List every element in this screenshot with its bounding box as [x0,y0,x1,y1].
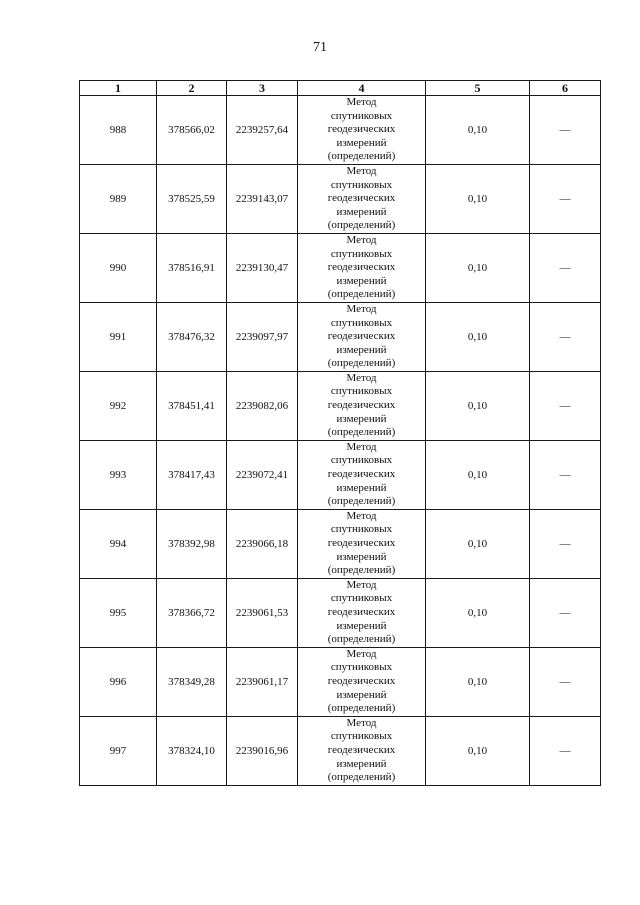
point-number-cell: 989 [80,164,157,233]
point-number-cell: 993 [80,440,157,509]
note-cell: — [530,509,601,578]
point-number-cell: 988 [80,96,157,165]
method-line: геодезических [327,537,396,549]
method-line: (определений) [327,150,396,163]
y-coordinate-cell: 2239061,17 [227,647,298,716]
table-row [80,647,601,716]
y-coordinate-cell: 2239130,47 [227,233,298,302]
column-header-3: 3 [227,81,298,96]
method-line: Метод [346,578,377,591]
method-line: измерений [336,274,387,287]
method-line: измерений [336,205,387,218]
method-cell [298,440,426,509]
y-coordinate-cell: 2239061,53 [227,578,298,647]
accuracy-cell: 0,10 [426,578,530,647]
note-cell: — [530,371,601,440]
point-number-cell: 997 [80,716,157,785]
accuracy-cell: 0,10 [426,233,530,302]
point-number-cell: 995 [80,578,157,647]
x-coordinate-cell: 378324,10 [157,716,227,785]
method-line: (определений) [327,564,396,577]
column-header-1: 1 [80,81,157,96]
method-line: (определений) [327,357,396,370]
x-coordinate-cell: 378349,28 [157,647,227,716]
header-row [80,81,601,96]
method-line: спутниковых [330,178,393,191]
method-line: (определений) [327,633,396,646]
method-cell [298,371,426,440]
point-number-cell: 990 [80,233,157,302]
method-line: спутниковых [330,316,393,329]
y-coordinate-cell: 2239097,97 [227,302,298,371]
table-row [80,233,601,302]
method-cell [298,233,426,302]
point-number-cell: 991 [80,302,157,371]
column-header-5: 5 [426,81,530,96]
method-line: спутниковых [330,523,393,536]
method-line: геодезических [327,399,396,412]
method-line: спутниковых [330,385,393,398]
page-number: 71 [313,40,327,55]
method-cell [298,96,426,165]
note-cell: — [530,716,601,785]
note-cell: — [530,96,601,165]
method-line: (определений) [327,426,396,439]
method-line: (определений) [327,771,396,784]
table-row [80,509,601,578]
method-line: (определений) [327,702,396,715]
accuracy-cell: 0,10 [426,164,530,233]
method-line: Метод [346,647,377,660]
method-line: Метод [346,233,377,246]
method-line: измерений [336,688,387,701]
method-line: (определений) [327,219,396,232]
method-line: Метод [346,509,377,522]
accuracy-cell: 0,10 [426,509,530,578]
column-header-4: 4 [298,81,426,96]
method-line: спутниковых [330,661,393,674]
method-line: спутниковых [330,730,393,743]
accuracy-cell: 0,10 [426,96,530,165]
method-line: геодезических [327,123,396,136]
method-cell [298,164,426,233]
method-cell [298,509,426,578]
note-cell: — [530,647,601,716]
method-line: Метод [346,96,377,108]
method-cell [298,302,426,371]
table-row [80,96,601,165]
point-number-cell: 994 [80,509,157,578]
method-cell [298,647,426,716]
x-coordinate-cell: 378417,43 [157,440,227,509]
method-line: геодезических [327,674,396,687]
table-row [80,371,601,440]
x-coordinate-cell: 378392,98 [157,509,227,578]
method-line: измерений [336,412,387,425]
note-cell: — [530,578,601,647]
column-header-2: 2 [157,81,227,96]
accuracy-cell: 0,10 [426,716,530,785]
method-line: геодезических [327,743,396,756]
method-line: Метод [346,164,377,177]
note-cell: — [530,302,601,371]
method-line: (определений) [327,288,396,301]
method-line: измерений [336,550,387,563]
method-line: измерений [336,136,387,149]
column-header-6: 6 [530,81,601,96]
method-line: Метод [346,371,377,384]
x-coordinate-cell: 378525,59 [157,164,227,233]
method-line: (определений) [327,495,396,508]
x-coordinate-cell: 378516,91 [157,233,227,302]
accuracy-cell: 0,10 [426,371,530,440]
table-row [80,578,601,647]
x-coordinate-cell: 378366,72 [157,578,227,647]
note-cell: — [530,440,601,509]
point-number-cell: 992 [80,371,157,440]
table-row [80,440,601,509]
point-number-cell: 996 [80,647,157,716]
y-coordinate-cell: 2239082,06 [227,371,298,440]
table-row [80,302,601,371]
method-line: геодезических [327,605,396,618]
method-line: измерений [336,619,387,632]
method-line: измерений [336,757,387,770]
method-line: геодезических [327,468,396,481]
method-line: Метод [346,440,377,453]
method-line: Метод [346,716,377,729]
y-coordinate-cell: 2239072,41 [227,440,298,509]
accuracy-cell: 0,10 [426,440,530,509]
method-line: Метод [346,302,377,315]
x-coordinate-cell: 378566,02 [157,96,227,165]
method-line: спутниковых [330,109,393,122]
method-line: измерений [336,481,387,494]
table-row [80,164,601,233]
x-coordinate-cell: 378476,32 [157,302,227,371]
y-coordinate-cell: 2239143,07 [227,164,298,233]
table-row [80,716,601,785]
y-coordinate-cell: 2239257,64 [227,96,298,165]
x-coordinate-cell: 378451,41 [157,371,227,440]
accuracy-cell: 0,10 [426,647,530,716]
note-cell: — [530,233,601,302]
method-cell [298,716,426,785]
method-cell [298,578,426,647]
coordinates-table [79,80,601,786]
method-line: геодезических [327,261,396,274]
method-line: спутниковых [330,592,393,605]
accuracy-cell: 0,10 [426,302,530,371]
method-line: геодезических [327,330,396,343]
table-body [80,96,601,786]
method-line: спутниковых [330,454,393,467]
note-cell: — [530,164,601,233]
y-coordinate-cell: 2239016,96 [227,716,298,785]
method-line: геодезических [327,192,396,205]
method-line: спутниковых [330,247,393,260]
y-coordinate-cell: 2239066,18 [227,509,298,578]
table-header [80,81,601,96]
method-line: измерений [336,343,387,356]
